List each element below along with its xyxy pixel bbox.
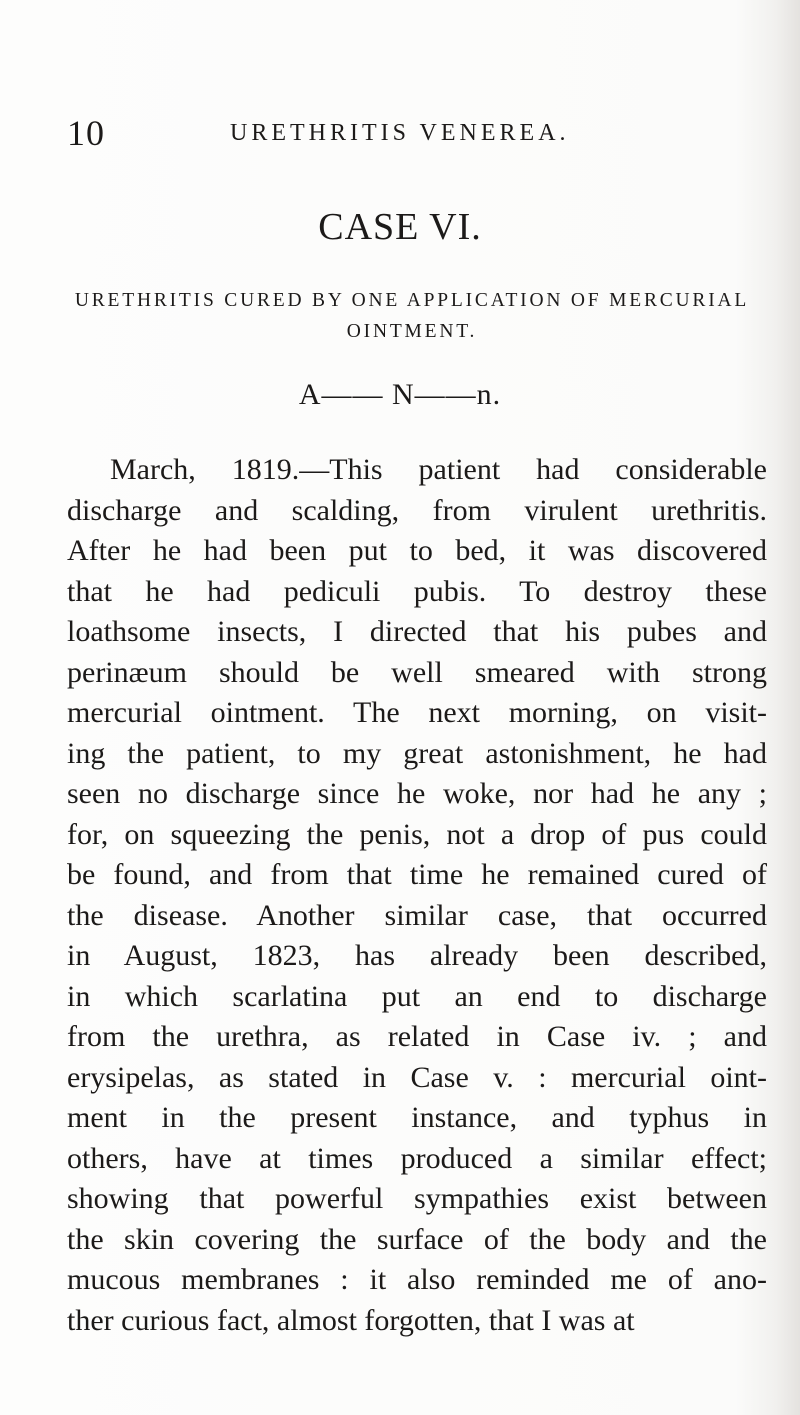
body-line: mercurial ointment. The next morning, on visit-: [67, 696, 767, 729]
body-line: in August, 1823, has already been described,: [67, 939, 767, 972]
body-line: mucous membranes : it also reminded me of ano-: [67, 1263, 767, 1296]
body-line: discharge and scalding, from virulent urethritis.: [67, 493, 767, 527]
case-subtitle: URETHRITIS CURED BY ONE APPLICATION OF MERCURIAL OINTMENT.: [74, 290, 750, 342]
body-line: for, on squeezing the penis, not a drop of pus could: [67, 817, 767, 851]
body-line: others, have at times produced a similar effect;: [67, 1141, 767, 1175]
patient-initials: A—— N——n.: [298, 378, 502, 411]
body-line: perinæum should be well smeared with strong: [67, 655, 767, 689]
page-number: 10: [67, 113, 105, 153]
body-line: loathsome insects, I directed that his pubes and: [67, 615, 767, 648]
body-line: in which scarlatina put an end to discharge: [67, 979, 767, 1013]
body-line: ther curious fact, almost forgotten, that I was at: [67, 1303, 635, 1337]
case-heading: CASE VI.: [318, 206, 482, 248]
body-line: the skin covering the surface of the body and the: [67, 1222, 767, 1256]
body-line: be found, and from that time he remained cured of: [67, 858, 767, 891]
body-line: erysipelas, as stated in Case v. : mercurial oint-: [67, 1060, 767, 1094]
body-line: that he had pediculi pubis. To destroy these: [67, 574, 767, 608]
body-line: ing the patient, to my great astonishment, he had: [67, 736, 767, 770]
body-line: the disease. Another similar case, that occurred: [67, 898, 767, 932]
body-line: from the urethra, as related in Case iv. ; and: [67, 1020, 767, 1053]
body-line: showing that powerful sympathies exist between: [67, 1182, 767, 1215]
body-line: seen no discharge since he woke, nor had he any ;: [67, 777, 767, 810]
body-paragraph: [67, 450, 767, 1341]
body-line: March, 1819.—This patient had considerable: [110, 453, 767, 486]
running-title: URETHRITIS VENEREA.: [230, 120, 570, 146]
body-line: ment in the present instance, and typhus in: [67, 1101, 767, 1134]
body-line: After he had been put to bed, it was discovered: [67, 534, 767, 567]
running-head: [40, 112, 760, 152]
